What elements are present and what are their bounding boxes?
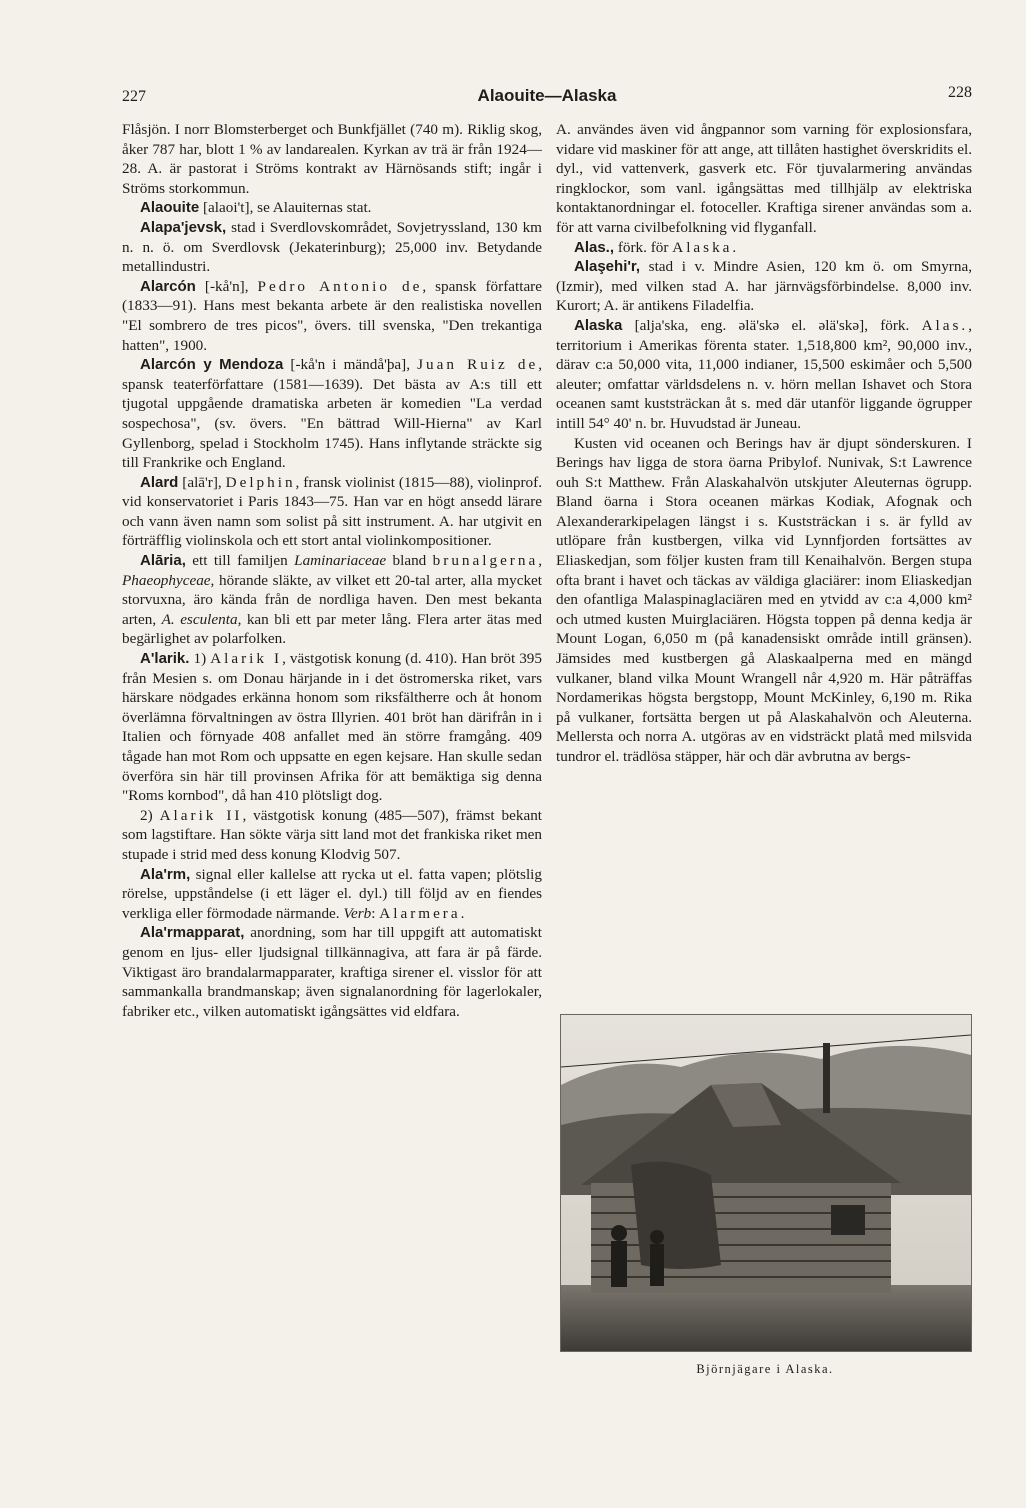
page-number-left: 227: [122, 88, 146, 105]
entry-text: , hörande släkte, av vilket ett 20-tal arter, alla mycket storvuxna, äro kända från de nordliga haven. Den mest bekanta arten,: [122, 571, 542, 628]
headword: Alarcón: [140, 277, 196, 295]
headword: A'larik.: [140, 650, 190, 668]
taxon-name: A. esculenta: [161, 610, 238, 628]
entry-text: , kan bli ett par meter lång. Flera arter ätas med begärlighet av polarfolken.: [122, 610, 542, 648]
headword: Ala'rm,: [140, 865, 191, 883]
spaced-term: Alas.: [921, 316, 969, 334]
left-column: [122, 120, 542, 1021]
ground: [561, 1285, 971, 1351]
headword: Ala'rmapparat,: [140, 924, 245, 942]
entry-text: [alā'r],: [178, 473, 226, 491]
person-name: Delphin: [225, 473, 296, 491]
cabin-window: [831, 1205, 865, 1235]
entry-alaouite: [122, 198, 542, 218]
entry-text: .: [460, 904, 465, 922]
entry-alarik: [122, 649, 542, 806]
entry-text: [alja'ska, eng. əlä'skə el. əlä'skə], förk.: [622, 316, 922, 334]
page-header: [122, 84, 972, 110]
headword: Alāria,: [140, 552, 186, 570]
entry-text: ett till familjen: [185, 552, 295, 570]
spaced-term: brunalgerna: [432, 552, 539, 570]
photo-bear-hunters: [560, 1014, 972, 1352]
entry-alapajevsk: [122, 218, 542, 277]
entry-alaska-geography: Kusten vid oceanen och Berings hav är djupt sönderskuren. I Berings hav ligga de stora öarna Pribylof. Nunivak, S:t Lawrence ouh S:t Matthew. Från Alaskahalvön utskjuter Aleuternas ögrupp. Bland öarna i Stora oceanen märkas Kodiak, Afognak och Alexanderarkipelagen längst i s. Kuststräckan i s. är fylld av utlöpare från kustbergen, vilka vid Lynnfjorden fortsättes av Eliaskedjan, som följer kusten fram till Kenaihalvön. Bergen stupa ofta brant i havet och täckas av väldiga glaciärer: inom Eliaskedjan den ofantliga Malaspinaglaciären med en ytvidd av c:a 4,000 km² och utmed kusten Muirglaciären. Högsta toppen på denna kedja är Mount Logan, 6,050 m (på kanadensiskt område intill gränsen). Jämsides med kustbergen gå Alaskaalperna med en mängd vulkaner, bland vilka Mount Wrangell når 4,920 m. Här påträffas Nordamerikas högsta bergstopp, Mount McKinley, 6,190 m. Rika på vulkaner, fortsätta bergen ut på Alaskahalvön och Aleuterna. Mellersta och norra A. utgöras av en vidsträckt platå med milsvida tundror el. trädlösa stäpper, här och där avbrutna av bergs-: [556, 434, 972, 765]
headword: Alaşehi'r,: [574, 258, 641, 276]
person-name: Alarik II: [159, 806, 243, 824]
headword: Alas.,: [574, 238, 615, 256]
headword: Alaouite: [140, 199, 200, 217]
entry-text: , territorium i Amerikas förenta stater. 1,518,800 km², 90,000 inv., därav c:a 50,000 vita, 11,000 indianer, 15,500 eskimåer och 5,500 aleuter; omfattar världsdelens n. v. hörn mellan Ishavet och Stora oceanen samt kuststräckan åt s. med där utanför liggande ögrupper intill 54° 40' n. br. Huvudstad är Juneau.: [556, 316, 972, 432]
headword: Alarcón y Mendoza: [140, 356, 284, 374]
bear-hides: [631, 1162, 721, 1269]
figure-caption: Björnjägare i Alaska.: [696, 1362, 834, 1376]
headword: Alard: [140, 473, 179, 491]
entry-alasehir: [556, 257, 972, 316]
headword: Alapa'jevsk,: [140, 218, 227, 236]
entry-alarik-2: [122, 806, 542, 865]
entry-text: [alaoi't], se Alauiternas stat.: [199, 199, 372, 217]
grammar-label: Verb: [343, 904, 372, 922]
entry-text: 1): [189, 650, 211, 668]
entry-text: .: [732, 238, 737, 256]
entry-text: [-kå'n i mändå'þa],: [283, 356, 418, 374]
entry-text: :: [371, 904, 380, 922]
entry-text: , fransk violinist (1815—88), violinprof. vid konservatoriet i Paris 1843—75. Han var en högt ansedd lärare och vann även namn som solist på sitt instrument. A. har utgivit en förträfflig violinskola och ett stort antal violinkompositioner.: [122, 473, 542, 550]
entry-text: , spansk författare (1833—91). Hans mest bekanta arbete är den realistiska novellen "El sombrero de tres picos", övers. till svenska, "Den trekantiga hatten", 1900.: [122, 277, 542, 354]
spaced-term: Alaska: [672, 238, 733, 256]
page-number-right: 228: [948, 84, 972, 101]
entry-alarm: [122, 865, 542, 924]
entry-alarcon: [122, 277, 542, 355]
entry-continuation: A. användes även vid ångpannor som varning för explosionsfara, vidare vid maskiner för att ange, att tillåten hastighet överskridits el. dyl., vid vattenverk, gasverk etc. För tjuvalarmering användas ringklockor, som vanl. igångsättas med tillhjälp av elektriska kontaktanordningar el. fotoceller. Kraftiga sirener användas som a. för att varna civilbefolkning vid flyganfall.: [556, 121, 972, 236]
entry-continuation: Flåsjön. I norr Blomsterberget och Bunkfjället (740 m). Riklig skog, åker 787 har, blott 1 % av landarealen. Kyrkan av trä är från 1924—28. A. är pastorat i Ströms kontrakt av Härnösands stift; ingår i Ströms storkommun.: [122, 121, 542, 197]
entry-text: 2): [140, 806, 160, 824]
person-name: Alarik I: [210, 650, 283, 668]
entry-alaska: [556, 316, 972, 434]
taxon-name: Phaeophyceae: [122, 571, 211, 589]
entry-text: , västgotisk konung (d. 410). Han bröt 395 från Mesien s. om Donau härjande in i det östromerska riket, vars härskare nödgades erkänna honom som riksfältherre och åt honom överlämna förvaltningen av östra Illyrien. 401 bröt han därifrån in i Italien och förnyade 408 anfallet med än större framgång. 409 tågade han mot Rom och uppsatte en egen kejsare. Han skulle sedan överföra sin här till provinsen Afrika för att bemäktiga sig denna "Roms kornbod", då han 410 plötsligt dog.: [122, 650, 542, 805]
stovepipe: [823, 1043, 830, 1113]
running-title: Alaouite—Alaska: [477, 86, 617, 105]
person-name: Pedro Antonio de: [257, 277, 423, 295]
entry-text: stad i Sverdlovskområdet, Sovjetryssland, 130 km n. n. ö. om Sverdlovsk (Jekaterinburg); 25,000 inv. Betydande metallindustri.: [122, 218, 542, 276]
right-column: [556, 120, 972, 767]
entry-text: [-kå'n],: [195, 277, 258, 295]
entry-text: stad i v. Mindre Asien, 120 km ö. om Smyrna, (Izmir), med vilken stad A. har järnvägsförbindelse. 8,000 inv. Kurort; A. är antikens Filadelfia.: [556, 258, 972, 315]
taxon-name: Laminariaceae: [294, 552, 387, 570]
entry-text: bland: [386, 552, 433, 570]
entry-text: , spansk teaterförfattare (1581—1639). Det bästa av A:s till ett tjugotal uppgående dramatiska arbeten är komedien "La verdad sospechosa", (sv. övers. "En bättrad Will-Hierna" av Karl Gyllenborg, spelad i Stockholm 1745). Hans inflytande sträckte sig till Frankrike och England.: [122, 356, 542, 472]
entry-text: anordning, som har till uppgift att automatiskt genom en ljus- eller ljudsignal tillkännagiva, att fara är på färde. Viktigast äro brandalarmapparater, kraftiga sirener el. visslor för att sammankalla brandmanskap; även signalanordning för lagerlokaler, fabriker etc., vilken automatiskt igångsättes vid eldfara.: [122, 924, 542, 1020]
entry-alarmapparat: [122, 923, 542, 1021]
entry-alarcon-y-mendoza: [122, 355, 542, 473]
headword: Alaska: [574, 316, 623, 334]
photo-illustration: [561, 1015, 971, 1351]
entry-text: förk. för: [614, 238, 673, 256]
entry-text: , västgotisk konung (485—507), främst bekant som lagstiftare. Han sökte värja sitt land mot det frankiska riket men stupade i strid med dess konung Klodvig 507.: [122, 806, 543, 863]
entry-alaria: [122, 551, 542, 649]
entry-alard: [122, 473, 542, 551]
entry-text: signal eller kallelse att rycka ut el. fatta vapen; plötslig rörelse, uppståndelse (i ett läger el. dyl.) till följd av en fiendes verkliga eller förmodade närmande.: [122, 865, 542, 922]
person-name: Juan Ruiz de: [417, 356, 539, 374]
spaced-term: Alarmera: [379, 904, 461, 922]
entry-text: ,: [538, 552, 542, 570]
entry-alas: [556, 238, 972, 258]
